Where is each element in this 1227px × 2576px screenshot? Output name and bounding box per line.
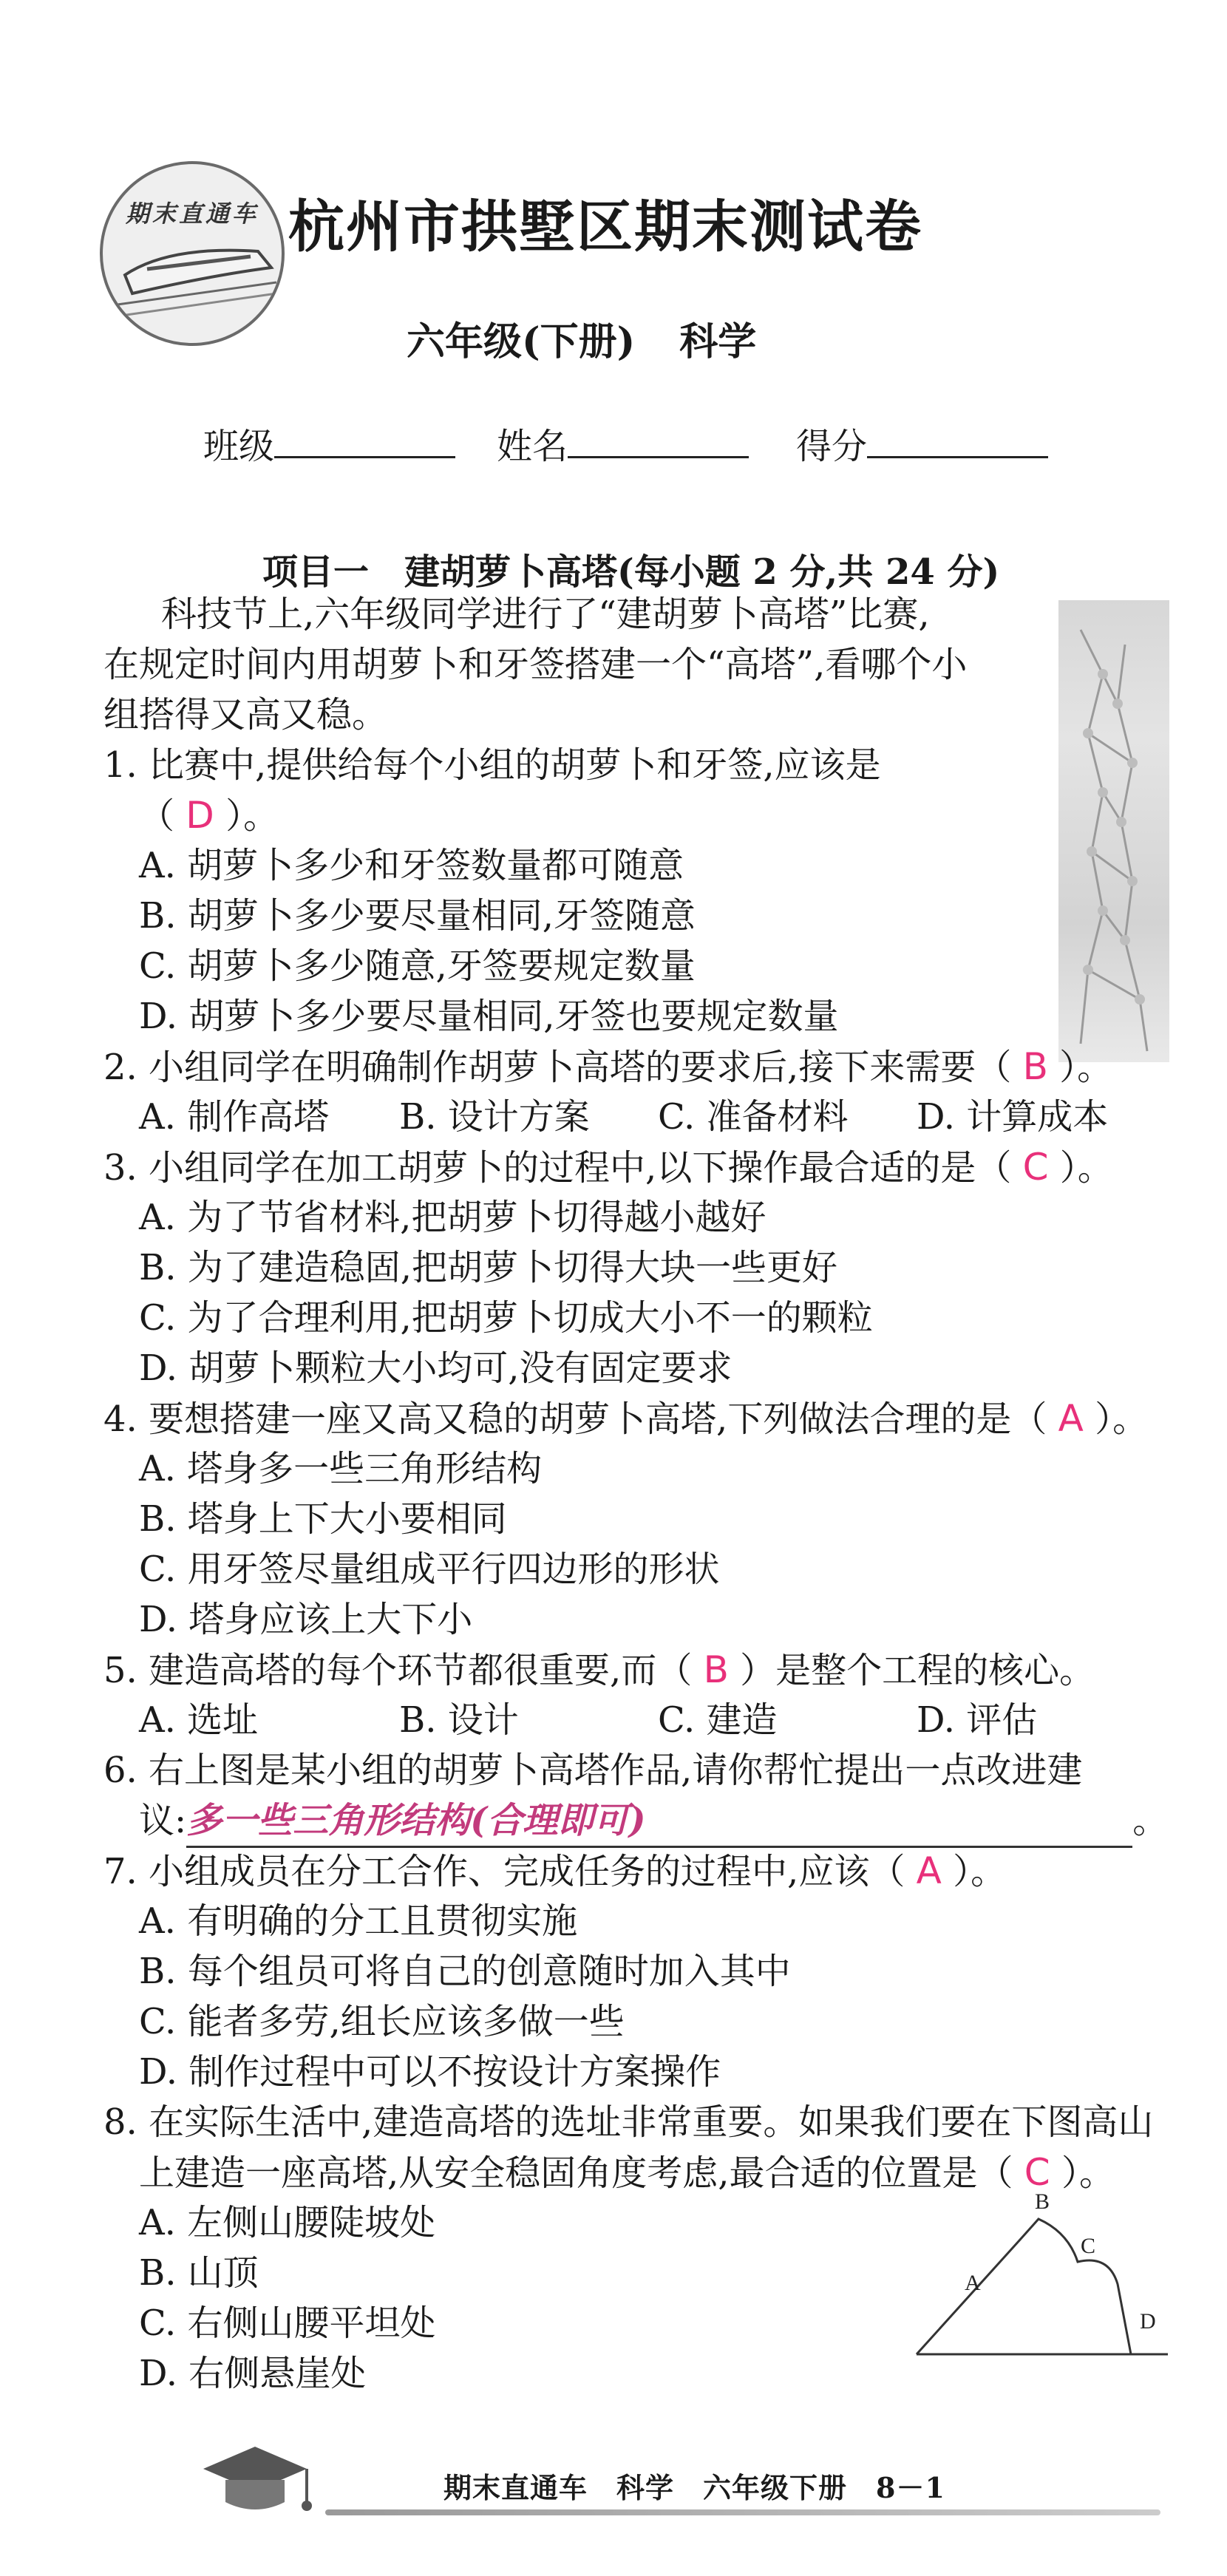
mountain-diagram (909, 2173, 1175, 2365)
q3-option-b: B. 为了建造稳固,把胡萝卜切得大块一些更好 (139, 1247, 838, 1288)
q8-stem-2: 上建造一座高塔,从安全稳固角度考虑,最合适的位置是（ C ）。 (139, 2151, 1115, 2194)
tower-structure-icon (1058, 600, 1169, 1062)
q6-answer: 多一些三角形结构(合理即可) (186, 1800, 646, 1841)
train-icon (103, 164, 285, 346)
q3-option-c: C. 为了合理利用,把胡萝卜切成大小不一的颗粒 (139, 1297, 873, 1339)
footer-text: 期末直通车 科学 六年级下册 8－1 (443, 2471, 945, 2504)
grade-label: 六年级(下册) (407, 319, 636, 364)
q4-option-c: C. 用牙签尽量组成平行四边形的形状 (139, 1549, 720, 1590)
q3-option-d: D. 胡萝卜颗粒大小均可,没有固定要求 (139, 1348, 733, 1389)
q8-option-a: A. 左侧山腰陡坡处 (139, 2202, 436, 2243)
label-a: A (965, 2271, 981, 2295)
intro-line-2: 在规定时间内用胡萝卜和牙签搭建一个“高塔”,看哪个小 (103, 644, 968, 685)
q5-option-c: C. 建造 (658, 1699, 778, 1741)
q1-stem: 1. 比赛中,提供给每个小组的胡萝卜和牙签,应该是 (103, 744, 881, 786)
q1-option-b: B. 胡萝卜多少要尽量相同,牙签随意 (139, 895, 696, 937)
q5-option-a: A. 选址 (139, 1699, 259, 1741)
q4-option-b: B. 塔身上下大小要相同 (139, 1498, 507, 1540)
q3-stem: 3. 小组同学在加工胡萝卜的过程中,以下操作最合适的是（ C ）。 (103, 1146, 1113, 1189)
q6-stem: 6. 右上图是某小组的胡萝卜高塔作品,请你帮忙提出一点改进建 (103, 1750, 1083, 1791)
subject-label: 科学 (679, 319, 757, 364)
q8-option-c: C. 右侧山腰平坦处 (139, 2303, 436, 2344)
q8-option-b: B. 山顶 (139, 2252, 259, 2294)
q3-option-a: A. 为了节省材料,把胡萝卜切得越小越好 (139, 1197, 767, 1238)
q2-option-b: B. 设计方案 (399, 1096, 590, 1138)
q7-option-b: B. 每个组员可将自己的创意随时加入其中 (139, 1951, 791, 1992)
q1-blank: （ D ）。 (139, 794, 279, 837)
graduation-cap-icon (196, 2439, 314, 2521)
intro-line-1: 科技节上,六年级同学进行了“建胡萝卜高塔”比赛, (161, 594, 930, 635)
q2-stem: 2. 小组同学在明确制作胡萝卜高塔的要求后,接下来需要（ B ）。 (103, 1045, 1113, 1088)
q5-stem: 5. 建造高塔的每个环节都很重要,而（ B ）是整个工程的核心。 (103, 1648, 1095, 1691)
q7-option-a: A. 有明确的分工且贯彻实施 (139, 1900, 578, 1942)
name-blank[interactable] (568, 426, 749, 458)
q1-option-d: D. 胡萝卜多少要尽量相同,牙签也要规定数量 (139, 996, 839, 1037)
score-blank[interactable] (867, 426, 1048, 458)
score-field[interactable] (796, 418, 1048, 469)
q7-option-c: C. 能者多劳,组长应该多做一些 (139, 2001, 625, 2042)
q5-answer: B (703, 1648, 729, 1691)
q2-answer: B (1022, 1045, 1048, 1088)
q5-option-d: D. 评估 (917, 1699, 1038, 1741)
name-label: 姓名 (497, 426, 568, 467)
q4-answer: A (1058, 1397, 1084, 1440)
section-title: 项目一 建胡萝卜高塔(每小题 2 分,共 24 分) (262, 551, 1000, 593)
q7-stem: 7. 小组成员在分工合作、完成任务的过程中,应该（ A ）。 (103, 1849, 1007, 1892)
q1-option-c: C. 胡萝卜多少随意,牙签要规定数量 (139, 945, 696, 987)
q2-option-c: C. 准备材料 (658, 1096, 849, 1138)
q2-option-d: D. 计算成本 (917, 1096, 1109, 1138)
q1-answer: D (186, 794, 214, 837)
q7-option-d: D. 制作过程中可以不按设计方案操作 (139, 2051, 721, 2093)
subtitle (407, 310, 756, 366)
intro-line-3: 组搭得又高又稳。 (103, 694, 388, 735)
q5-option-b: B. 设计 (399, 1699, 519, 1741)
q8-option-d: D. 右侧悬崖处 (139, 2353, 367, 2394)
class-blank[interactable] (274, 426, 455, 458)
q7-answer: A (916, 1849, 942, 1892)
q4-stem: 4. 要想搭建一座又高又稳的胡萝卜高塔,下列做法合理的是（ A ）。 (103, 1397, 1149, 1440)
q4-option-a: A. 塔身多一些三角形结构 (139, 1448, 543, 1489)
q6-answer-row: 议:多一些三角形结构(合理即可) 。 (139, 1795, 1168, 1848)
class-field[interactable] (203, 418, 455, 469)
page-title: 杭州市拱墅区期末测试卷 (288, 194, 922, 259)
q1-option-a: A. 胡萝卜多少和牙签数量都可随意 (139, 845, 684, 886)
class-label: 班级 (203, 426, 275, 467)
name-field[interactable] (497, 418, 749, 469)
label-c: C (1081, 2234, 1096, 2258)
score-label: 得分 (796, 426, 868, 467)
mountain-outline (917, 2219, 1131, 2354)
q8-answer: C (1024, 2151, 1050, 2194)
q4-option-d: D. 塔身应该上大下小 (139, 1599, 473, 1640)
q2-option-a: A. 制作高塔 (139, 1096, 330, 1138)
label-d: D (1140, 2309, 1156, 2334)
q3-answer: C (1022, 1146, 1049, 1189)
label-b: B (1035, 2189, 1050, 2214)
q8-stem-1: 8. 在实际生活中,建造高塔的选址非常重要。如果我们要在下图高山 (103, 2101, 1154, 2143)
logo-text: 期末直通车 (125, 200, 259, 228)
logo-badge (100, 161, 285, 346)
footer-divider (325, 2509, 1160, 2515)
q6-answer-line[interactable] (186, 1795, 1132, 1848)
carrot-tower-photo (1058, 600, 1169, 1062)
